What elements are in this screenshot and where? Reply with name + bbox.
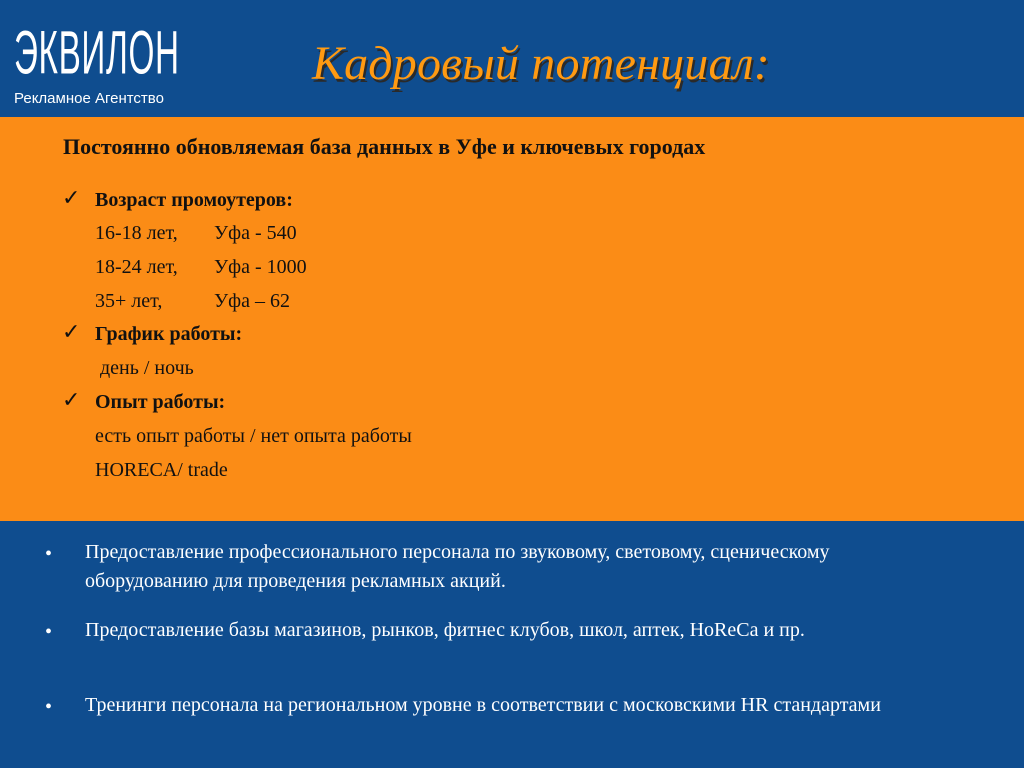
checkmark-icon: ✓ — [62, 388, 81, 413]
checkmark-icon: ✓ — [62, 186, 81, 211]
age-range: 18-24 лет, — [95, 256, 178, 278]
city-count: Уфа – 62 — [214, 290, 290, 312]
bullet-item: Предоставление профессионального персонала по звуковому, световому, сценическому оборудованию для проведения рекламных акций. — [85, 541, 830, 592]
section-title-age: Возраст промоутеров: — [95, 189, 293, 211]
bullet-icon: • — [45, 696, 53, 718]
experience-value: есть опыт работы / нет опыта работы — [95, 425, 412, 447]
bullet-item: Предоставление базы магазинов, рынков, фитнес клубов, школ, аптек, HoReCa и пр. — [85, 619, 805, 641]
checkmark-icon: ✓ — [62, 320, 81, 345]
schedule-value: день / ночь — [100, 357, 194, 379]
experience-value: HORECA/ trade — [95, 459, 228, 481]
slide-title: Кадровый потенциал: — [312, 37, 770, 90]
company-logo — [14, 12, 184, 112]
bullet-icon: • — [45, 543, 53, 565]
bullet-item: Тренинги персонала на региональном уровне в соответствии с московскими HR стандартами — [85, 694, 881, 716]
section-title-schedule: График работы: — [95, 323, 243, 345]
bullet-icon: • — [45, 621, 53, 643]
logo-tagline: Рекламное Агентство — [14, 90, 164, 107]
section-title-experience: Опыт работы: — [95, 391, 226, 413]
panel-heading: Постоянно обновляемая база данных в Уфе и ключевых городах — [63, 134, 706, 159]
age-range: 16-18 лет, — [95, 222, 178, 244]
city-count: Уфа - 1000 — [214, 256, 307, 278]
age-range: 35+ лет, — [95, 290, 163, 312]
logo-wordmark: ЭКВИЛОН — [14, 19, 180, 88]
city-count: Уфа - 540 — [214, 222, 297, 244]
